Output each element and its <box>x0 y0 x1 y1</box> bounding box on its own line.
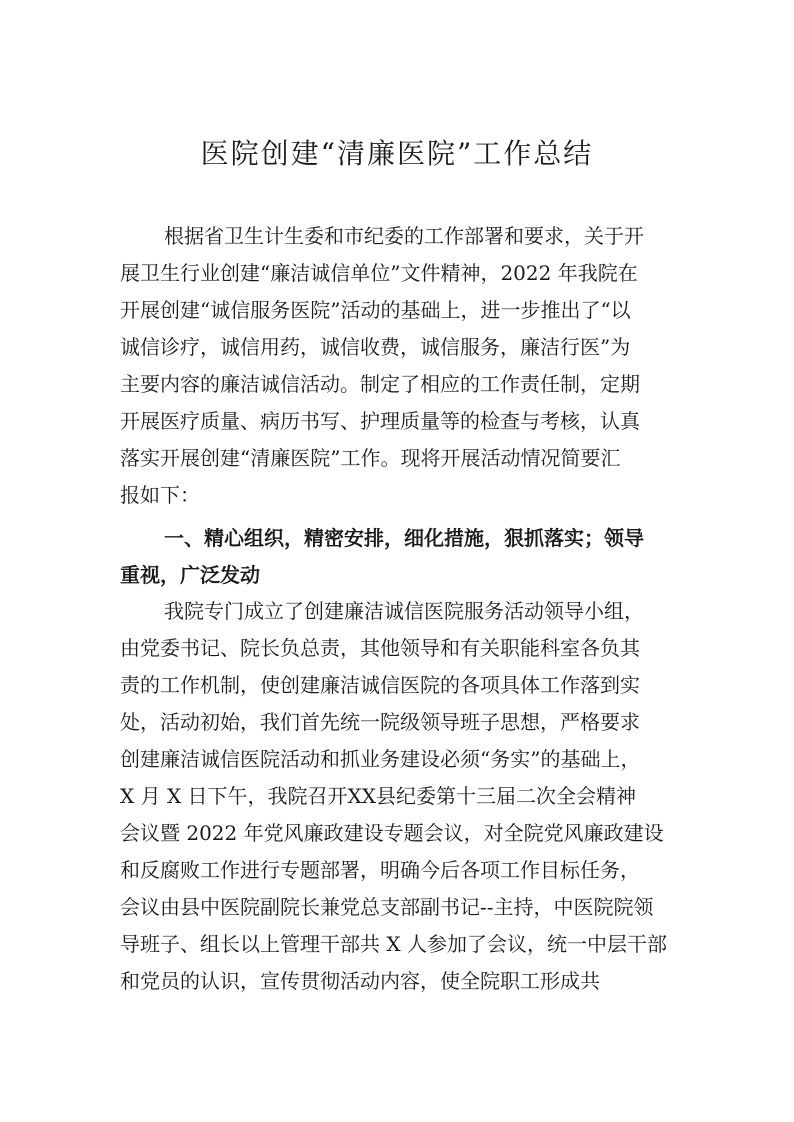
body-line: 和党员的认识，宣传贯彻活动内容，使全院职工形成共 <box>120 969 600 993</box>
body-line: 和反腐败工作进行专题部署，明确今后各项工作目标任务， <box>120 858 640 882</box>
body-line: 会议暨 2022 年党风廉政建设专题会议，对全院党风廉政建设 <box>120 821 664 845</box>
body-line: 创建廉洁诚信医院活动和抓业务建设必须“务实”的基础上， <box>120 747 641 771</box>
intro-line: 开展医疗质量、病历书写、护理质量等的检查与考核，认真 <box>120 409 640 433</box>
body-line: 处，活动初始，我们首先统一院级领导班子思想，严格要求 <box>120 710 640 734</box>
body-line: 由党委书记、院长负总责，其他领导和有关职能科室各负其 <box>120 636 640 660</box>
section-heading-line: 一、精心组织，精密安排，细化措施，狠抓落实；领导 <box>164 526 644 550</box>
intro-line: 诚信诊疗，诚信用药，诚信收费，诚信服务，廉洁行医”为 <box>120 335 631 359</box>
intro-line: 开展创建“诚信服务医院”活动的基础上，进一步推出了“以 <box>120 298 631 322</box>
intro-line: 展卫生行业创建“廉洁诚信单位”文件精神，2022 年我院在 <box>120 261 638 285</box>
intro-line: 报如下： <box>120 483 200 507</box>
body-line: 我院专门成立了创建廉洁诚信医院服务活动领导小组， <box>164 599 644 623</box>
body-line: X 月 X 日下午，我院召开XX县纪委第十三届二次全会精神 <box>120 784 637 808</box>
body-line: 责的工作机制，使创建廉洁诚信医院的各项具体工作落到实 <box>120 673 640 697</box>
intro-line: 落实开展创建“清廉医院”工作。现将开展活动情况简要汇 <box>120 446 621 470</box>
body-line: 导班子、组长以上管理干部共 X 人参加了会议，统一中层干部 <box>120 932 667 956</box>
section-heading-line: 重视，广泛发动 <box>120 563 260 587</box>
body-line: 会议由县中医院副院长兼党总支部副书记--主持，中医院院领 <box>120 895 654 919</box>
document-title: 医院创建“清廉医院”工作总结 <box>200 137 594 170</box>
intro-line: 根据省卫生计生委和市纪委的工作部署和要求，关于开 <box>164 224 644 248</box>
intro-line: 主要内容的廉洁诚信活动。制定了相应的工作责任制，定期 <box>120 372 640 396</box>
